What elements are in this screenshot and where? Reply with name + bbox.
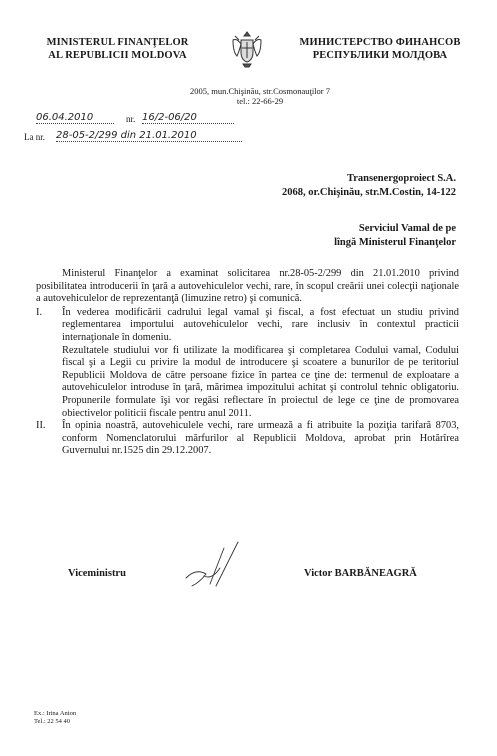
ministry-phone: tel.: 22-66-29: [236, 96, 284, 106]
letter-body: [36, 268, 459, 458]
ministry-contact: [140, 86, 380, 106]
registration-line-1: [24, 112, 234, 126]
body-item-2-marker: II.: [36, 420, 46, 432]
body-item-2: [36, 420, 459, 458]
signatory-title: Viceministru: [68, 568, 126, 579]
body-item-1: [36, 307, 459, 345]
registration-nr-label: nr.: [126, 114, 136, 124]
recipient-2: [240, 222, 456, 250]
executor-phone: Tel.: 22 54 40: [34, 718, 71, 725]
recipient-1: [200, 172, 456, 200]
registration-date: 06.04.2010: [36, 112, 114, 124]
reference-number: 28-05-2/299 din 21.01.2010: [56, 130, 242, 142]
registration-line-2: [24, 130, 244, 144]
handwritten-signature: [176, 538, 256, 598]
body-item-1-continuation: Rezultatele studiului vor fi utilizate la modificarea şi completarea Codului vamal, Codului fiscal şi a Legii cu privire la modul de introducere şi scoatere a bunurilor de pe teritoriul Republicii Moldova de către persoane fizice în partea ce ţine de: termenul de exploatare a autovehiculelor introduse în ţară, mărimea impozitului achitat şi controlul tehnic obligatoriu. Propunerile formulate îşi vor regăsi reflectare în proiectul de lege ce ţine de promovarea obiectivelor politicii fiscale pentru anul 2011.: [62, 344, 459, 419]
signatory-name: Victor BARBĂNEAGRĂ: [304, 568, 417, 579]
recipient-2-line2: lîngă Ministerul Finanţelor: [334, 237, 456, 248]
ministry-name-ru-line2: РЕСПУБЛИКИ МОЛДОВА: [312, 50, 448, 61]
recipient-1-address: 2068, or.Chişinău, str.M.Costin, 14-122: [282, 187, 456, 198]
ministry-name-ro-line1: MINISTERUL FINANŢELOR: [46, 37, 189, 48]
reference-nr-label: La nr.: [24, 132, 45, 142]
ministry-name-ro: [30, 36, 205, 62]
recipient-1-name: Transenergoproiect S.A.: [347, 173, 456, 184]
executor-name: Ex.: Irina Anton: [34, 710, 77, 717]
ministry-name-ru-line1: МИНИСТЕРСТВО ФИНАНСОВ: [299, 37, 461, 48]
ministry-address: 2005, mun.Chişinău, str.Cosmonauţilor 7: [189, 86, 331, 96]
body-item-1-text: În vederea modificării cadrului legal vamal şi fiscal, a fost efectuat un studiu privind reglementarea importului autovehiculelor vechi, rare inclusiv în contextul practicii internaţionale în domeniu.: [62, 306, 459, 343]
recipient-2-line1: Serviciul Vamal de pe: [358, 223, 456, 234]
registration-number: 16/2-06/20: [142, 112, 234, 124]
ministry-name-ru: [290, 36, 470, 62]
body-item-1-marker: I.: [36, 306, 43, 318]
ministry-name-ro-line2: AL REPUBLICII MOLDOVA: [48, 50, 187, 61]
body-item-2-text: În opinia noastră, autovehiculele vechi, rare urmează a fi atribuite la poziţia tarifară 8703, conform Nomenclatorului mărfurilor al Republicii Moldova, aprobat prin Hotărîrea Guvernului nr.1525 din 29.12.2007.: [62, 420, 459, 457]
coat-of-arms-emblem: [229, 28, 265, 68]
executor-info: [34, 710, 76, 726]
body-intro: Ministerul Finanţelor a examinat solicitarea nr.28-05-2/299 din 21.01.2010 privind posibilitatea introducerii în ţară a autovehiculelor vechi, rare, în scopul creării unei colecţii naţionale a autovehiculelor de reprezentanţă (limuzine retro) şi comunică.: [36, 268, 459, 305]
